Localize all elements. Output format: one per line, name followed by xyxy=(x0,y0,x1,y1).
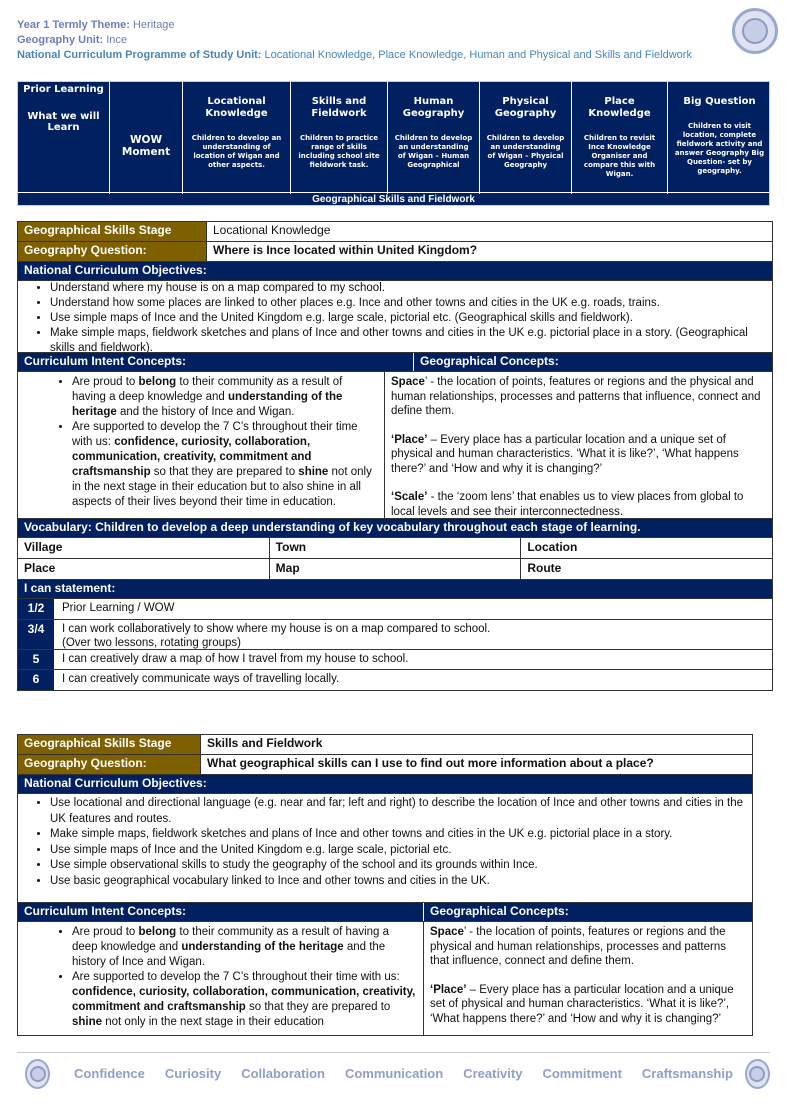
concepts-body xyxy=(18,372,772,519)
stage-row xyxy=(18,222,772,242)
stage-row xyxy=(18,735,752,755)
table-row xyxy=(18,620,772,650)
value-commitment: Commitment xyxy=(542,1066,622,1081)
statement-number: 1/2 xyxy=(18,599,54,619)
list-item: • Use locational and directional language (e.g. near and far; left and right) to describe the location of Ince and other towns and cities in the UK features and routes. xyxy=(50,796,746,827)
list-item: • Understand where my house is on a map compared to my school. xyxy=(50,281,766,296)
vocab-row xyxy=(18,559,772,580)
intent-concepts xyxy=(18,922,424,1035)
stage-label: Geographical Skills Stage xyxy=(18,735,201,754)
concept-space: Space’ - the location of points, features or regions and the physical and human relationships, processes and patterns that influence, connect and define them. xyxy=(391,376,761,417)
value-creativity: Creativity xyxy=(463,1066,523,1081)
value-communication: Communication xyxy=(344,1066,444,1081)
list-item: • Make simple maps, fieldwork sketches and plans of Ince and other towns and cities in the UK e.g. pictorial place in a story. (Geographical skills and fieldwork). xyxy=(50,326,766,353)
statement-number: 6 xyxy=(18,670,54,690)
value-curiosity: Curiosity xyxy=(164,1066,222,1081)
vocab-word: Location xyxy=(527,540,578,554)
list-item: • Are proud to belong to their community as a result of having a deep knowledge and understanding of the heritage and the history of Ince and Wigan. xyxy=(72,375,378,420)
roadmap-col-place: Place Knowledge Children to revisit Ince Knowledge Organiser and compare this with Wigan. xyxy=(572,82,668,194)
statement-text: I can work collaboratively to show where my house is on a map compared to school. (Over two lessons, rotating groups) xyxy=(62,623,491,649)
section-skills-fieldwork xyxy=(17,734,753,1036)
list-item: • Make simple maps, fieldwork sketches and plans of Ince and other towns and cities in the UK e.g. pictorial place in a story. xyxy=(50,827,746,843)
statement-text: Prior Learning / WOW xyxy=(62,602,175,614)
intent-concepts xyxy=(18,372,385,518)
roadmap-col-physical: Physical Geography Children to develop an understanding of Wigan – Physical Geography xyxy=(480,82,572,194)
page-header xyxy=(17,18,692,63)
table-row xyxy=(18,599,772,620)
list-item: • Use simple observational skills to study the geography of the school and its grounds within Ince. xyxy=(50,858,746,874)
statement-text: I can creatively draw a map of how I travel from my house to school. xyxy=(62,653,409,665)
ican-header: I can statement: xyxy=(18,580,772,599)
list-item: • Are proud to belong to their community as a result of having a deep knowledge and understanding of the heritage and the history of Ince and Wigan. xyxy=(72,925,417,970)
stage-label: Geographical Skills Stage xyxy=(18,222,207,241)
vocab-word: Route xyxy=(527,561,562,575)
objectives-header: National Curriculum Objectives: xyxy=(18,775,752,794)
geographical-concepts xyxy=(385,372,772,518)
vocab-row xyxy=(18,538,772,559)
question-row xyxy=(18,755,752,775)
vocab-word: Map xyxy=(270,559,522,579)
question-value: What geographical skills can I use to find out more information about a place? xyxy=(207,756,654,770)
concept-place: ‘Place’ – Every place has a particular location and a unique set of physical and human characteristics. ‘What it is like?’, ‘What happens there?’ and ‘How and why it is changing?’ xyxy=(430,983,734,1025)
concepts-header: Curriculum Intent Concepts: Geographical Concepts: xyxy=(18,903,752,922)
list-item: • Use simple maps of Ince and the United Kingdom e.g. large scale, pictorial etc. (Geographical skills and fieldwork). xyxy=(50,311,766,326)
stage-value: Locational Knowledge xyxy=(213,223,331,237)
question-row xyxy=(18,242,772,262)
concept-scale: ‘Scale’ - the ‘zoom lens’ that enables us to view places from global to local levels and see their interconnectedness. xyxy=(391,491,744,518)
roadmap-col-skills: Skills and Fieldwork Children to practice range of skills including school site fieldwork task. xyxy=(291,82,388,194)
roadmap-col-locational: Locational Knowledge Children to develop an understanding of location of Wigan and other aspects. xyxy=(183,82,291,194)
theme-line: Year 1 Termly Theme: Heritage xyxy=(17,19,175,31)
list-item: • Are supported to develop the 7 C’s throughout their time with us: confidence, curiosity, collaboration, communication, creativity, commitment and craftsmanship so that they are prepared to shine not only in the next stage in their education xyxy=(72,970,417,1030)
roadmap-col-wow: WOW Moment xyxy=(110,82,183,194)
stage-value: Skills and Fieldwork xyxy=(207,736,323,750)
concepts-header: Curriculum Intent Concepts: Geographical Concepts: xyxy=(18,353,772,372)
school-logo xyxy=(25,1059,50,1089)
value-confidence: Confidence xyxy=(74,1066,145,1081)
vocab-word: Town xyxy=(270,538,522,558)
concept-place: ‘Place’ – Every place has a particular location and a unique set of physical and human characteristics. ‘What it is like?’, ‘What happens there?’ and ‘How and why it is changing?’ xyxy=(391,433,739,475)
vocab-header: Vocabulary: Children to develop a deep understanding of key vocabulary throughout each stage of learning. xyxy=(18,519,772,538)
learning-roadmap xyxy=(17,81,770,206)
geographical-concepts xyxy=(424,922,752,1035)
unit-line: Geography Unit: Ince xyxy=(17,34,128,46)
statement-number: 3/4 xyxy=(18,620,54,649)
vocab-word: Place xyxy=(18,559,270,579)
school-logo xyxy=(745,1059,770,1089)
list-item: • Use simple maps of Ince and the United Kingdom e.g. large scale, pictorial etc. xyxy=(50,843,746,859)
list-item: • Understand how some places are linked to other places e.g. Ince and other towns and cities in the UK e.g. roads, trains. xyxy=(50,296,766,311)
school-logo xyxy=(732,8,778,54)
list-item: • Use basic geographical vocabulary linked to Ince and other towns and cities in the UK. xyxy=(50,874,746,890)
question-label: Geography Question: xyxy=(18,755,201,774)
question-label: Geography Question: xyxy=(18,242,207,261)
values-footer xyxy=(17,1052,770,1094)
question-value: Where is Ince located within United Kingdom? xyxy=(213,243,478,257)
objectives-header: National Curriculum Objectives: xyxy=(18,262,772,281)
roadmap-col-human: Human Geography Children to develop an understanding of Wigan – Human Geographical xyxy=(388,82,480,194)
table-row xyxy=(18,650,772,670)
statement-number: 5 xyxy=(18,650,54,669)
objectives-list xyxy=(18,281,772,353)
table-row xyxy=(18,670,772,690)
statement-text: I can creatively communicate ways of travelling locally. xyxy=(62,673,340,685)
roadmap-footer: Geographical Skills and Fieldwork xyxy=(18,192,769,205)
concept-space: Space’ - the location of points, features or regions and the physical and human relationships, processes and patterns that influence, connect and define them. xyxy=(430,926,726,967)
list-item: • Are supported to develop the 7 C’s throughout their time with us: confidence, curiosity, collaboration, communication, creativity, commitment and craftsmanship so that they are prepared to shine not only in the next stage in their education but to also shine in all aspects of their lives beyond their time in education. xyxy=(72,420,378,510)
roadmap-col-bigq: Big Question Children to visit location, complete fieldwork activity and answer Geography Big Question- set by geography. xyxy=(674,96,765,175)
value-craftsmanship: Craftsmanship xyxy=(641,1066,733,1081)
value-collaboration: Collaboration xyxy=(241,1066,325,1081)
objectives-list xyxy=(18,794,752,903)
section-locational-knowledge xyxy=(17,221,773,691)
vocab-word: Village xyxy=(18,538,270,558)
ncp-line: National Curriculum Programme of Study Unit: Locational Knowledge, Place Knowledge, Human and Physical and Skills and Fieldwork xyxy=(17,49,692,61)
roadmap-col-prior: Prior Learning What we will Learn xyxy=(18,82,110,194)
concepts-body xyxy=(18,922,752,1035)
